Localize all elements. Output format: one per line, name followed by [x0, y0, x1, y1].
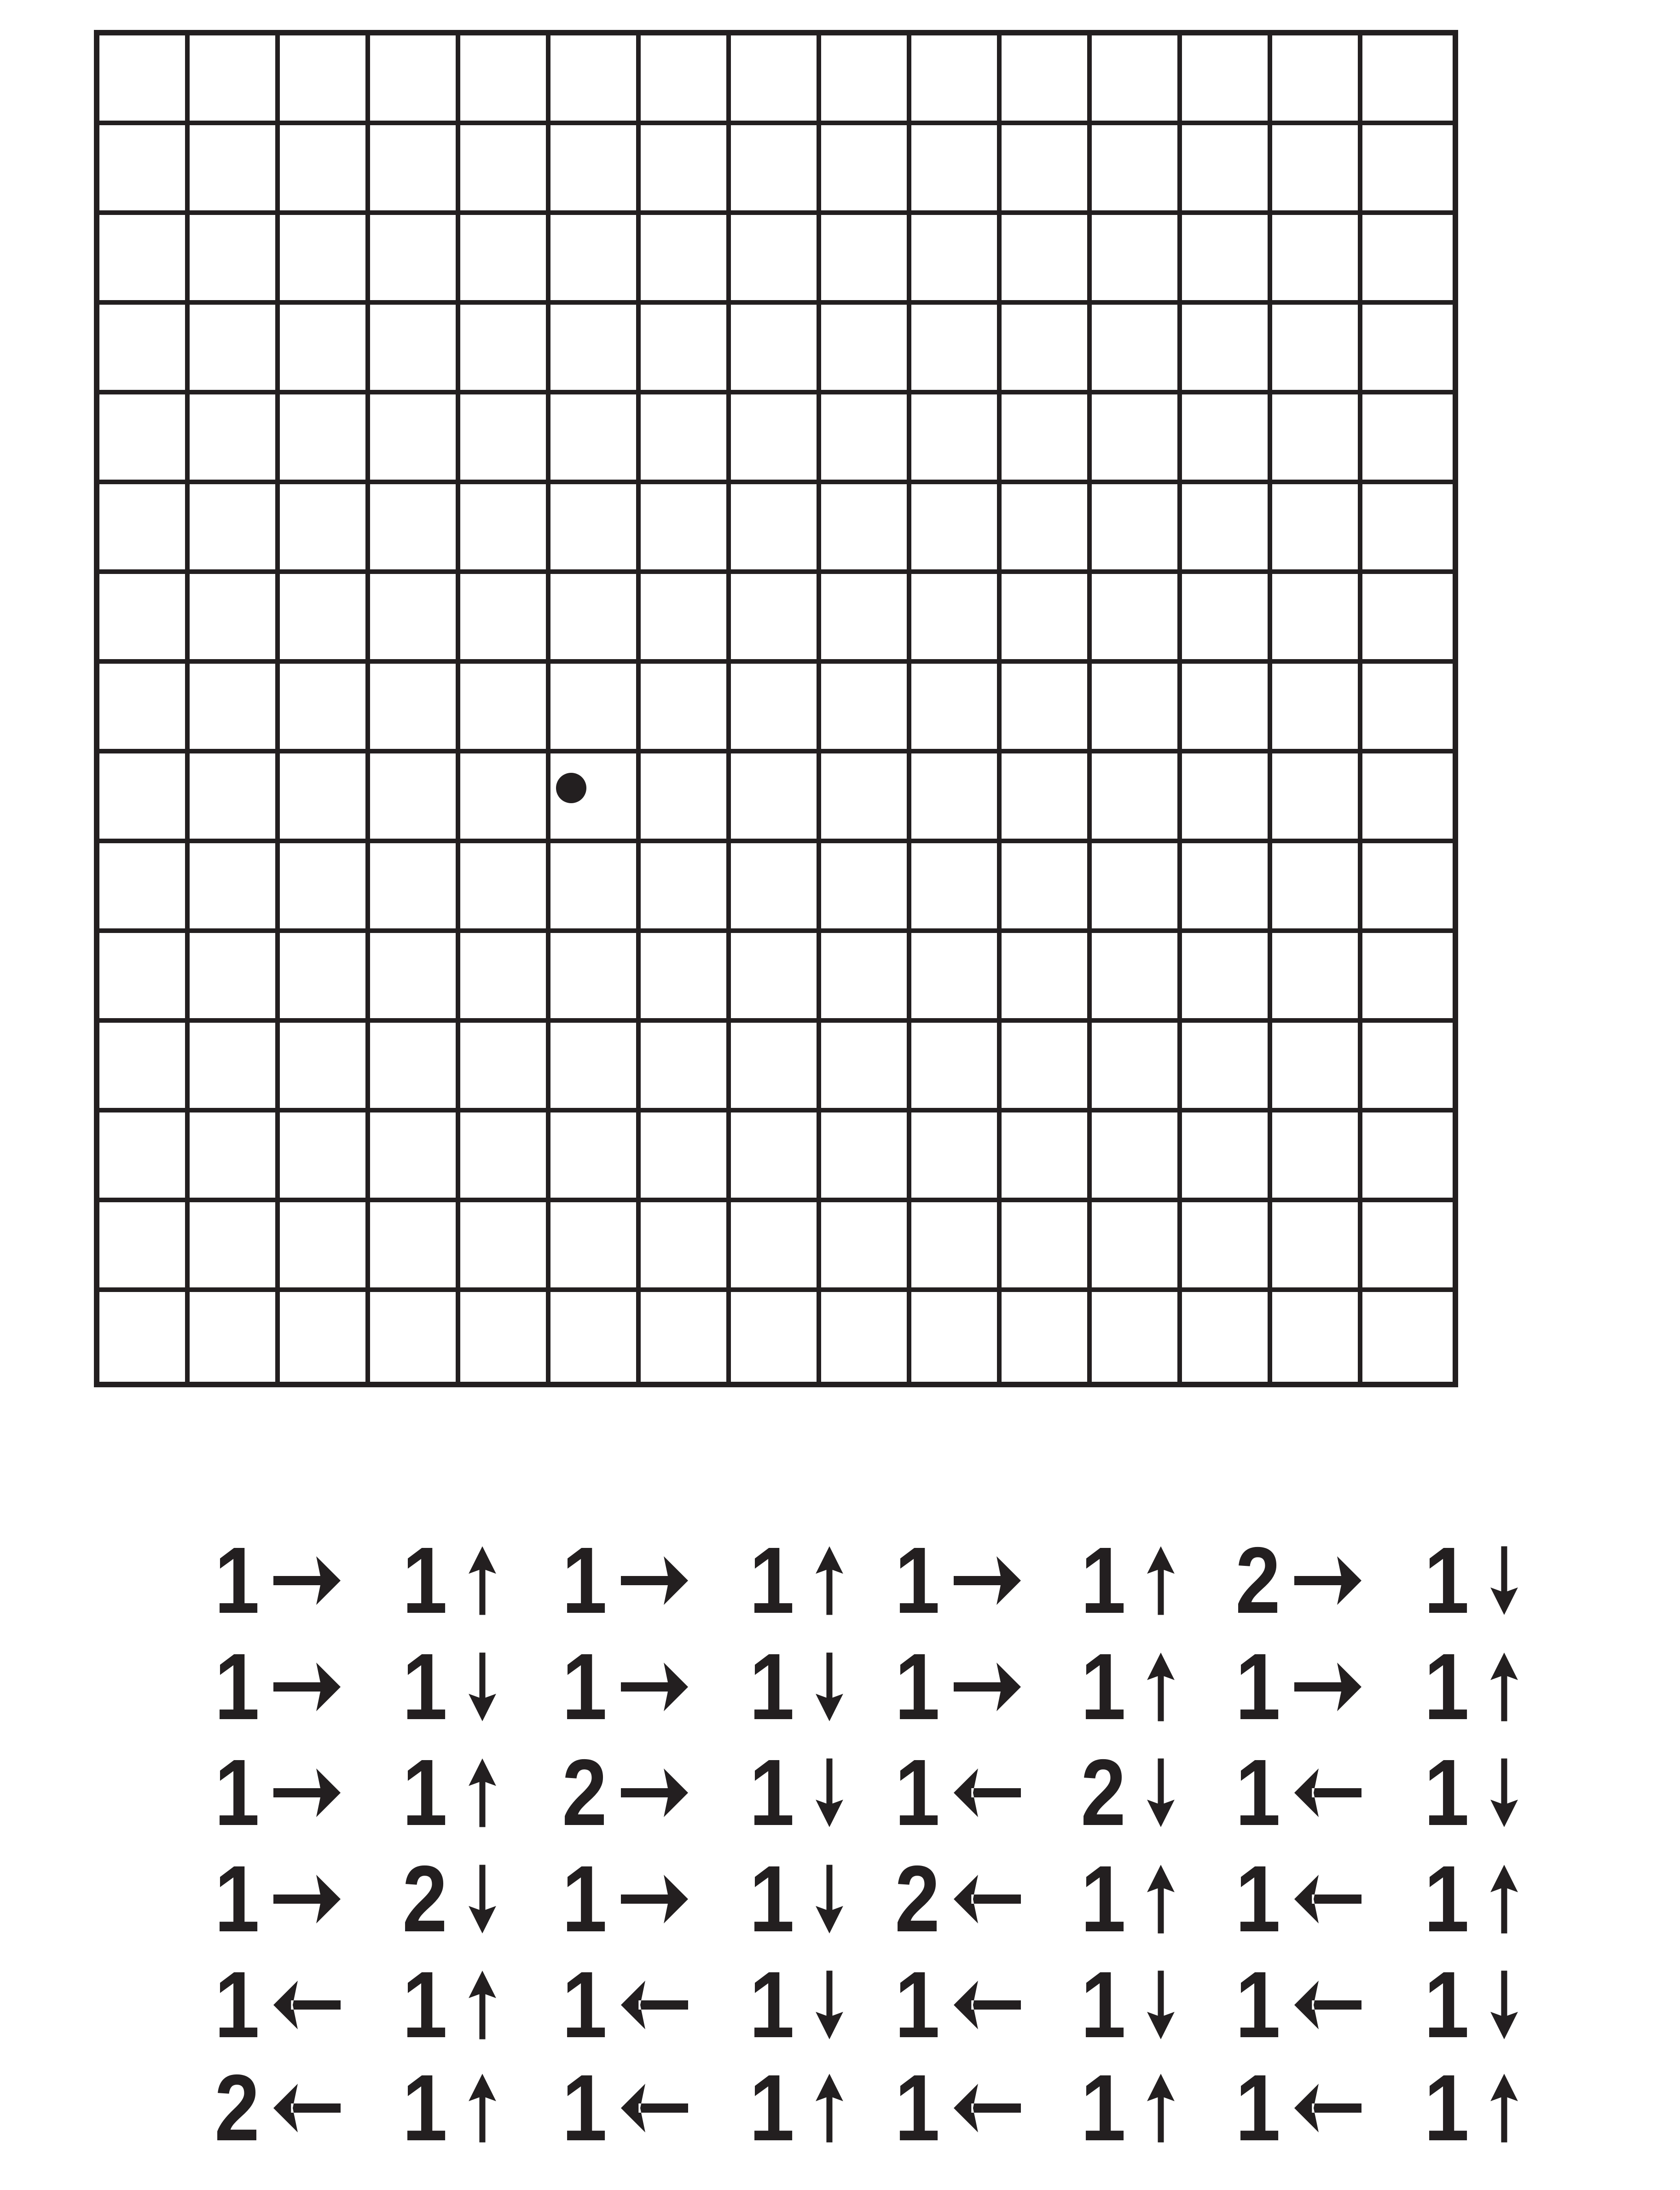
instruction-item — [207, 1634, 341, 1739]
arrow-down-icon — [810, 1758, 849, 1827]
arrow-left-icon — [1294, 1970, 1361, 2039]
arrow-down-icon — [1485, 1546, 1524, 1615]
instruction-item — [207, 1846, 341, 1952]
step-count: 1 — [402, 1528, 448, 1633]
instruction-item — [555, 1634, 688, 1739]
step-count: 1 — [1080, 1634, 1126, 1739]
arrow-right-icon — [273, 1758, 341, 1827]
instruction-item — [207, 1528, 341, 1633]
arrow-down-icon — [810, 1865, 849, 1934]
arrow-right-icon — [954, 1652, 1021, 1721]
instruction-item — [207, 2055, 341, 2161]
arrow-up-icon — [810, 2074, 849, 2143]
instruction-item — [1228, 1952, 1361, 2057]
step-count: 1 — [1235, 1740, 1281, 1845]
arrow-down-icon — [1485, 1970, 1524, 2039]
instruction-item — [1073, 1634, 1180, 1739]
arrow-down-icon — [1141, 1970, 1180, 2039]
instruction-item — [1073, 2055, 1180, 2161]
instruction-item — [1228, 1740, 1361, 1845]
arrow-down-icon — [1485, 1758, 1524, 1827]
step-count: 1 — [1080, 2055, 1126, 2161]
arrow-up-icon — [463, 2074, 502, 2143]
arrow-up-icon — [1485, 1865, 1524, 1934]
arrow-right-icon — [621, 1546, 688, 1615]
arrow-down-icon — [810, 1652, 849, 1721]
instruction-item — [1417, 1846, 1524, 1952]
instruction-item — [887, 1528, 1021, 1633]
instruction-item — [742, 1528, 849, 1633]
step-count: 2 — [1235, 1528, 1281, 1633]
step-count: 1 — [402, 1634, 448, 1739]
step-count: 2 — [402, 1846, 448, 1952]
arrow-left-icon — [621, 2074, 688, 2143]
arrow-left-icon — [1294, 2074, 1361, 2143]
arrow-right-icon — [273, 1652, 341, 1721]
arrow-up-icon — [463, 1546, 502, 1615]
step-count: 1 — [402, 1740, 448, 1845]
instruction-item — [395, 1634, 502, 1739]
instruction-item — [1228, 2055, 1361, 2161]
step-count: 1 — [894, 1634, 940, 1739]
instruction-item — [742, 1634, 849, 1739]
step-count: 1 — [749, 1952, 795, 2057]
instruction-item — [1417, 1634, 1524, 1739]
instruction-item — [207, 1740, 341, 1845]
step-count: 1 — [749, 1634, 795, 1739]
arrow-up-icon — [1485, 1652, 1524, 1721]
instruction-item — [1228, 1846, 1361, 1952]
step-count: 1 — [214, 1846, 260, 1952]
step-count: 1 — [1424, 1740, 1470, 1845]
instruction-item — [1417, 2055, 1524, 2161]
instruction-item — [555, 1528, 688, 1633]
instruction-item — [742, 1952, 849, 2057]
arrow-up-icon — [463, 1758, 502, 1827]
instruction-item — [1073, 1846, 1180, 1952]
instruction-item — [395, 1740, 502, 1845]
instruction-item — [207, 1952, 341, 2057]
arrow-right-icon — [1294, 1546, 1361, 1615]
arrow-left-icon — [954, 2074, 1021, 2143]
step-count: 1 — [894, 1952, 940, 2057]
step-count: 1 — [562, 1634, 608, 1739]
step-count: 1 — [562, 1528, 608, 1633]
step-count: 1 — [749, 2055, 795, 2161]
arrow-right-icon — [1294, 1652, 1361, 1721]
instruction-item — [1417, 1952, 1524, 2057]
instruction-item — [555, 2055, 688, 2161]
arrow-left-icon — [954, 1970, 1021, 2039]
instruction-item — [395, 1952, 502, 2057]
instruction-item — [1073, 1952, 1180, 2057]
step-count: 1 — [214, 1952, 260, 2057]
arrow-up-icon — [1141, 1652, 1180, 1721]
step-count: 1 — [749, 1846, 795, 1952]
arrow-down-icon — [810, 1970, 849, 2039]
instruction-item — [1073, 1740, 1180, 1845]
arrow-up-icon — [1141, 1546, 1180, 1615]
instruction-item — [555, 1952, 688, 2057]
step-count: 1 — [1080, 1952, 1126, 2057]
instruction-item — [1073, 1528, 1180, 1633]
instruction-item — [742, 1740, 849, 1845]
arrow-right-icon — [621, 1758, 688, 1827]
arrow-up-icon — [810, 1546, 849, 1615]
arrow-right-icon — [621, 1652, 688, 1721]
instruction-item — [395, 1528, 502, 1633]
arrow-left-icon — [954, 1865, 1021, 1934]
arrow-down-icon — [463, 1865, 502, 1934]
arrow-left-icon — [1294, 1865, 1361, 1934]
arrow-up-icon — [1141, 2074, 1180, 2143]
step-count: 1 — [214, 1528, 260, 1633]
step-count: 2 — [562, 1740, 608, 1845]
arrow-right-icon — [621, 1865, 688, 1934]
step-count: 1 — [894, 1740, 940, 1845]
arrow-up-icon — [463, 1970, 502, 2039]
instruction-item — [887, 1740, 1021, 1845]
step-count: 2 — [894, 1846, 940, 1952]
step-count: 1 — [1424, 1846, 1470, 1952]
arrow-right-icon — [954, 1546, 1021, 1615]
arrow-right-icon — [273, 1865, 341, 1934]
arrow-left-icon — [273, 2074, 341, 2143]
instruction-item — [742, 1846, 849, 1952]
arrow-down-icon — [463, 1652, 502, 1721]
step-count: 1 — [562, 1846, 608, 1952]
instruction-item — [887, 1634, 1021, 1739]
arrow-up-icon — [1141, 1865, 1180, 1934]
instruction-item — [395, 1846, 502, 1952]
arrow-down-icon — [1141, 1758, 1180, 1827]
instruction-item — [1417, 1528, 1524, 1633]
step-count: 2 — [1080, 1740, 1126, 1845]
instruction-item — [555, 1740, 688, 1845]
step-count: 1 — [562, 2055, 608, 2161]
step-count: 1 — [1235, 1846, 1281, 1952]
instruction-item — [887, 1952, 1021, 2057]
step-count: 2 — [214, 2055, 260, 2161]
step-count: 1 — [749, 1740, 795, 1845]
instruction-item — [395, 2055, 502, 2161]
step-count: 1 — [1424, 2055, 1470, 2161]
step-count: 1 — [1080, 1846, 1126, 1952]
arrow-left-icon — [1294, 1758, 1361, 1827]
step-count: 1 — [562, 1952, 608, 2057]
step-count: 1 — [1235, 2055, 1281, 2161]
instruction-item — [742, 2055, 849, 2161]
step-count: 1 — [1080, 1528, 1126, 1633]
step-count: 1 — [1424, 1528, 1470, 1633]
step-count: 1 — [402, 1952, 448, 2057]
step-count: 1 — [894, 2055, 940, 2161]
arrow-up-icon — [1485, 2074, 1524, 2143]
step-count: 1 — [214, 1740, 260, 1845]
step-count: 1 — [214, 1634, 260, 1739]
step-count: 1 — [749, 1528, 795, 1633]
arrow-right-icon — [273, 1546, 341, 1615]
arrow-left-icon — [621, 1970, 688, 2039]
arrow-left-icon — [954, 1758, 1021, 1827]
step-count: 1 — [1235, 1634, 1281, 1739]
arrow-left-icon — [273, 1970, 341, 2039]
instruction-item — [887, 2055, 1021, 2161]
step-count: 1 — [1424, 1952, 1470, 2057]
instruction-item — [887, 1846, 1021, 1952]
instruction-item — [1228, 1634, 1361, 1739]
step-count: 1 — [1235, 1952, 1281, 2057]
instruction-item — [1417, 1740, 1524, 1845]
step-count: 1 — [894, 1528, 940, 1633]
step-count: 1 — [1424, 1634, 1470, 1739]
step-count: 1 — [402, 2055, 448, 2161]
instruction-item — [1228, 1528, 1361, 1633]
instruction-item — [555, 1846, 688, 1952]
